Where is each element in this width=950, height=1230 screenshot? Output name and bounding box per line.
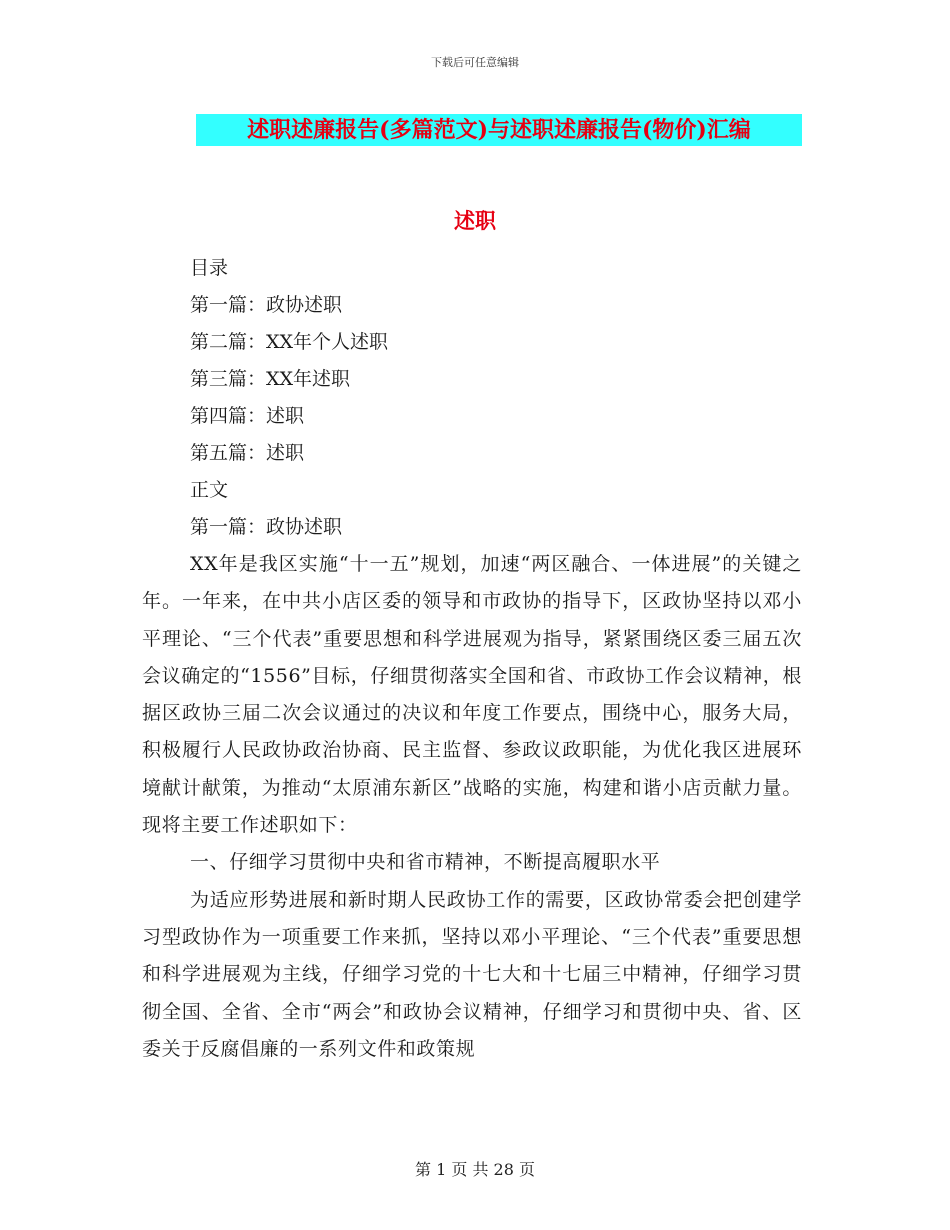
page-number: 第 1 页 共 28 页 [415, 1160, 535, 1179]
document-title: 述职述廉报告(多篇范文)与述职述廉报告(物价)汇编 [196, 114, 802, 146]
section-heading: 一、仔细学习贯彻中央和省市精神，不断提高履职水平 [190, 851, 661, 874]
toc-item: 第五篇：述职 [190, 442, 305, 464]
section-title: 述职 [454, 208, 496, 233]
toc-item: 第二篇：XX年个人述职 [190, 331, 389, 353]
table-of-contents [190, 250, 388, 546]
paragraph: 为适应形势进展和新时期人民政协工作的需要，区政协常委会把创建学习型政协作为一项重要工作来抓，坚持以邓小平理论、“三个代表”重要思想和科学进展观为主线，仔细学习党的十七大和十七届三中精神，仔细学习贯彻全国、全省、全市“两会”和政协会议精神，仔细学习和贯彻中央、省、区委关于反腐倡廉的一系列文件和政策规 [142, 888, 802, 1060]
toc-item: 第一篇：政协述职 [190, 294, 343, 316]
paragraph: XX年是我区实施“十一五”规划，加速“两区融合、一体进展”的关键之年。一年来，在中共小店区委的领导和市政协的指导下，区政协坚持以邓小平理论、“三个代表”重要思想和科学进展观为指导，紧紧围绕区委三届五次会议确定的“1556”目标，仔细贯彻落实全国和省、市政协工作会议精神，根据区政协三届二次会议通过的决议和年度工作要点，围绕中心，服务大局，积极履行人民政协政治协商、民主监督、参政议政职能，为优化我区进展环境献计献策，为推动“太原浦东新区”战略的实施，构建和谐小店贡献力量。现将主要工作述职如下： [142, 553, 802, 837]
chapter-heading: 第一篇：政协述职 [190, 516, 343, 538]
body-heading: 正文 [190, 479, 229, 501]
toc-item: 第三篇：XX年述职 [190, 368, 351, 390]
header-note: 下载后可任意编辑 [431, 56, 519, 69]
toc-heading: 目录 [190, 257, 229, 279]
body-text [142, 546, 802, 1068]
toc-item: 第四篇：述职 [190, 405, 305, 427]
